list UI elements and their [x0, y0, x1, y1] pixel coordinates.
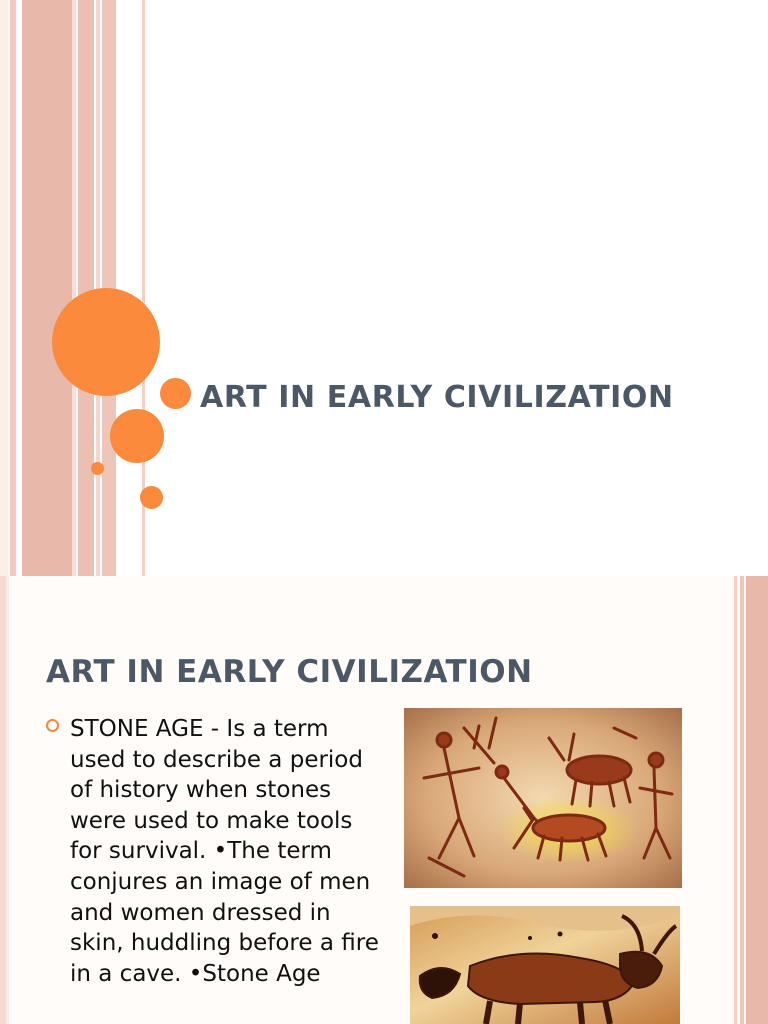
bullet-text: STONE AGE - Is a term used to describe a period of history when stones were used to make tools for survival. •The term conjures an image of men and women dressed in skin, huddling before a fire in a cave. •Stone Age — [70, 716, 379, 987]
decorative-circle-large — [52, 288, 160, 396]
stripe-decoration — [6, 576, 9, 1024]
cave-painting-image — [404, 708, 682, 888]
stripe-decoration — [740, 576, 744, 1024]
stripe-decoration — [10, 0, 16, 576]
bullet-circle-icon — [46, 719, 59, 732]
stripe-decoration — [22, 0, 72, 576]
decorative-circle-tiny — [91, 462, 104, 475]
stripe-decoration — [0, 0, 8, 576]
cave-painting-bull-icon — [410, 906, 680, 1024]
decorative-circle-medium — [110, 409, 164, 463]
stripe-decoration — [746, 576, 768, 1024]
list-item — [46, 714, 386, 989]
stripe-decoration — [78, 0, 94, 576]
cave-painting-image — [410, 906, 680, 1024]
bullet-list — [46, 714, 386, 989]
content-slide — [0, 576, 768, 1024]
stripe-decoration — [734, 576, 737, 1024]
slide-title: ART IN EARLY CIVILIZATION — [46, 654, 533, 690]
stripe-decoration — [72, 0, 76, 576]
decorative-circle-small — [140, 486, 163, 509]
slide-title: ART IN EARLY CIVILIZATION — [200, 380, 674, 415]
cave-painting-hunters-icon — [404, 708, 682, 888]
decorative-circle-small — [160, 378, 191, 409]
